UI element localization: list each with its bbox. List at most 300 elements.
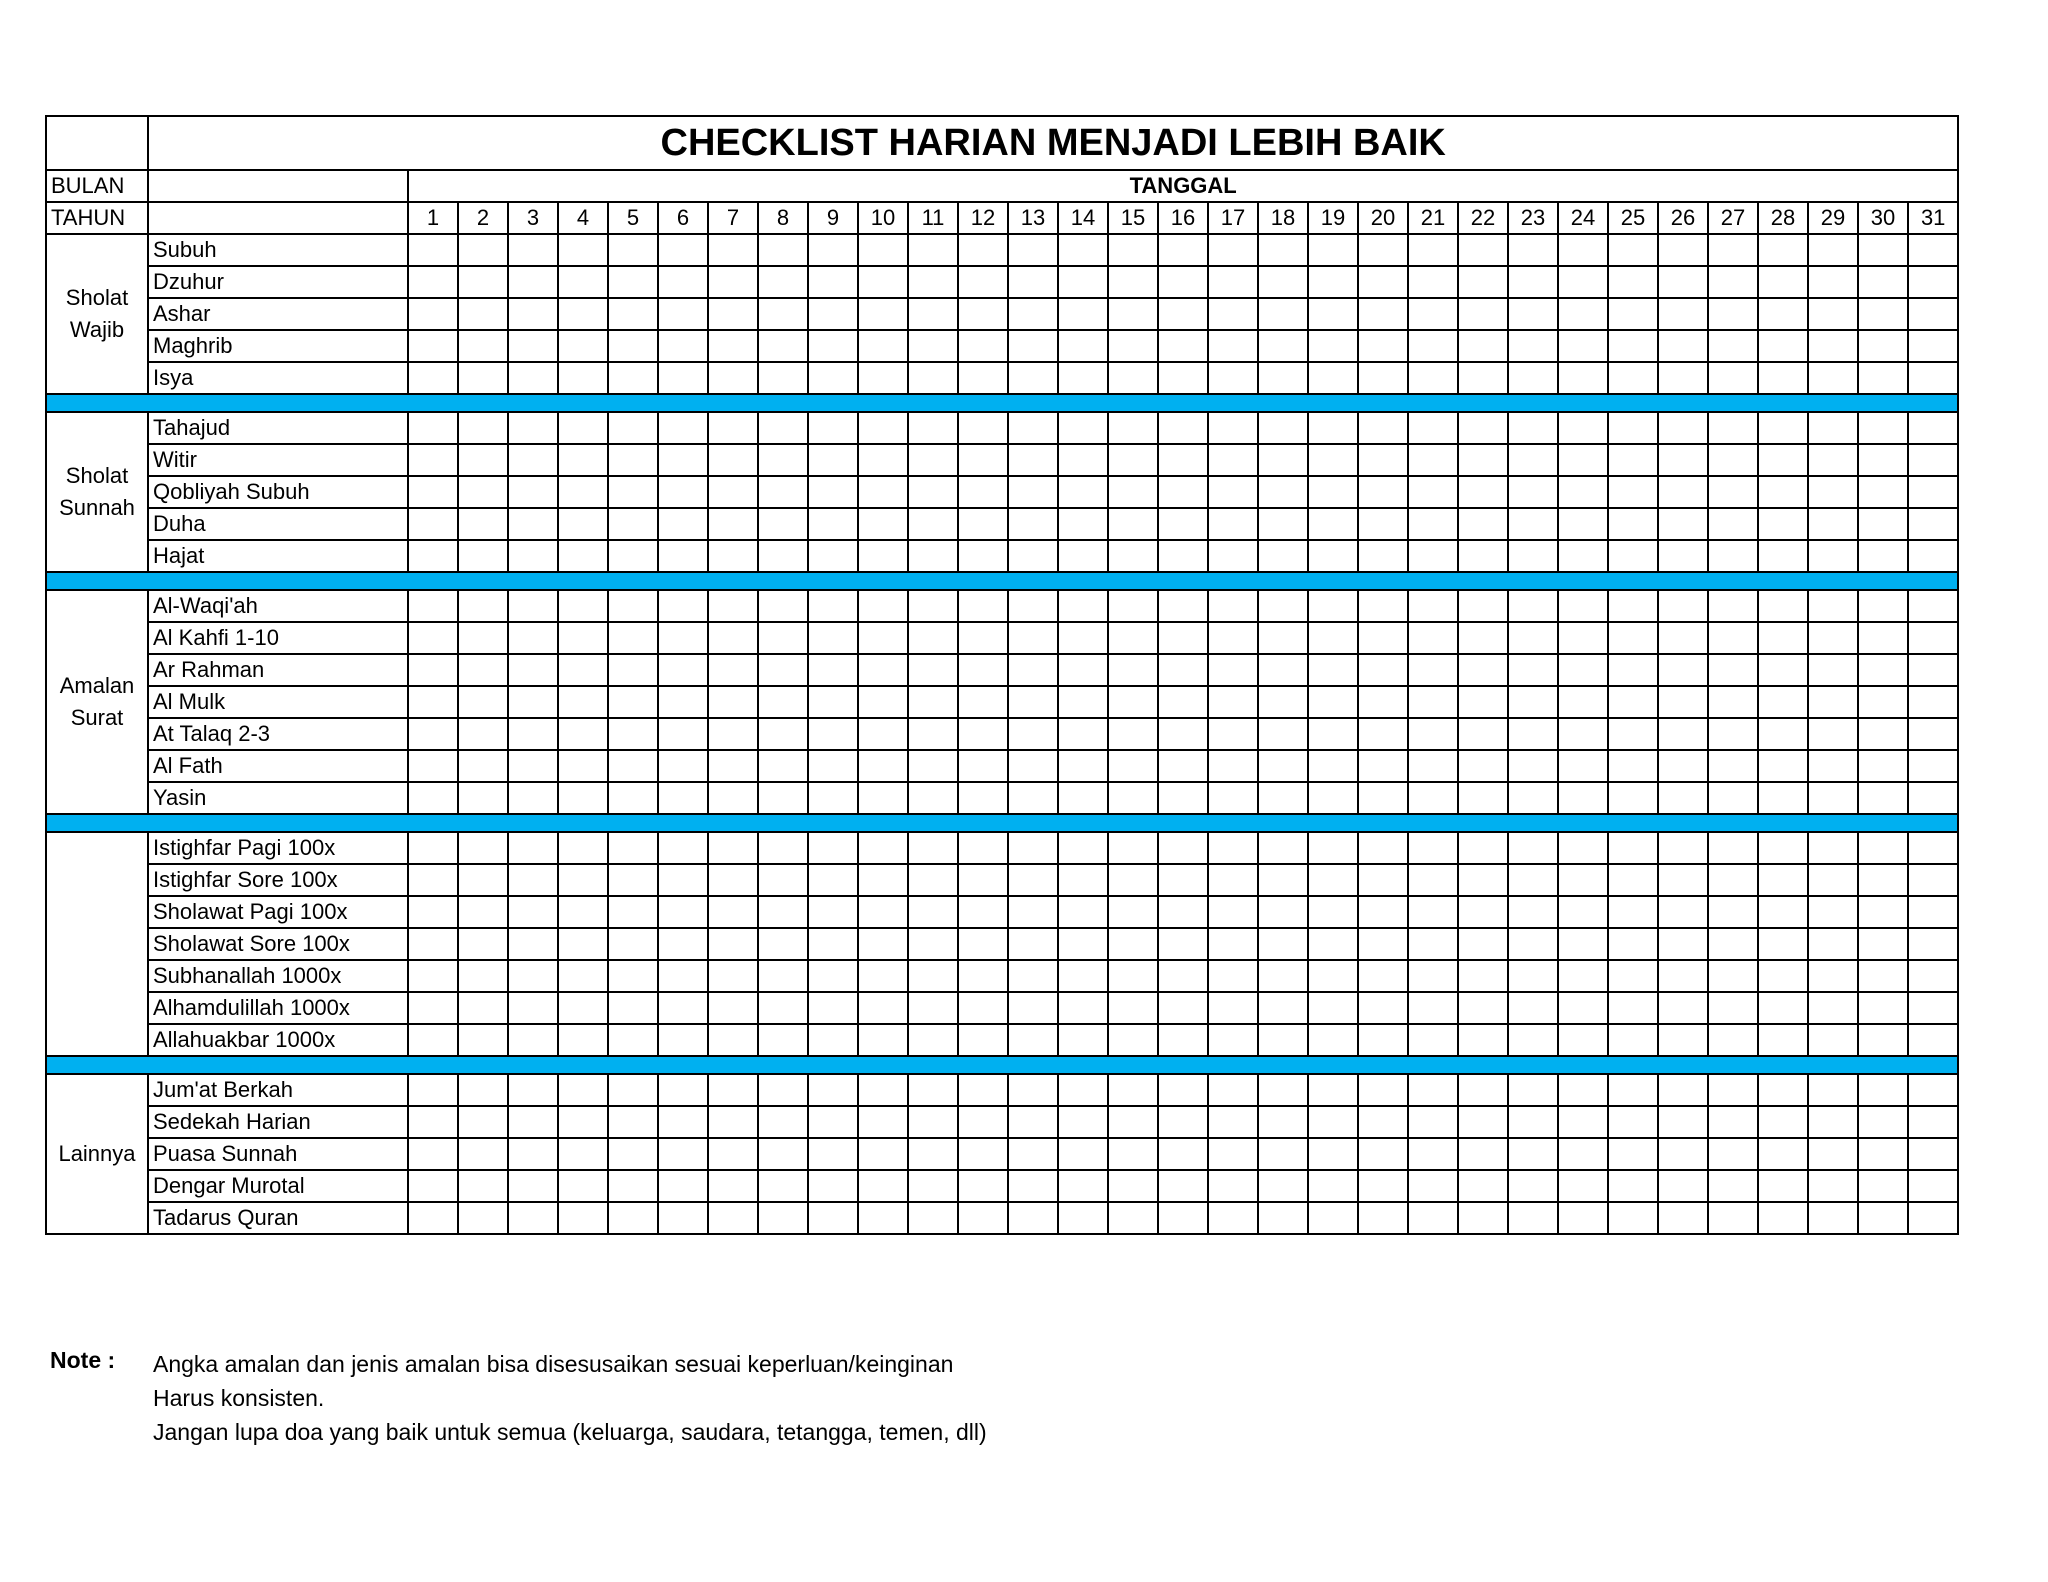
check-cell[interactable] — [958, 654, 1008, 686]
check-cell[interactable] — [958, 782, 1008, 814]
check-cell[interactable] — [1408, 476, 1458, 508]
check-cell[interactable] — [658, 444, 708, 476]
check-cell[interactable] — [1808, 508, 1858, 540]
check-cell[interactable] — [1708, 1202, 1758, 1234]
check-cell[interactable] — [1558, 654, 1608, 686]
check-cell[interactable] — [458, 686, 508, 718]
check-cell[interactable] — [1708, 444, 1758, 476]
check-cell[interactable] — [1108, 654, 1158, 686]
check-cell[interactable] — [1358, 1074, 1408, 1106]
check-cell[interactable] — [1258, 266, 1308, 298]
check-cell[interactable] — [608, 298, 658, 330]
check-cell[interactable] — [708, 960, 758, 992]
check-cell[interactable] — [1108, 622, 1158, 654]
check-cell[interactable] — [1808, 992, 1858, 1024]
check-cell[interactable] — [1908, 654, 1958, 686]
check-cell[interactable] — [408, 928, 458, 960]
check-cell[interactable] — [1008, 960, 1058, 992]
check-cell[interactable] — [1558, 832, 1608, 864]
check-cell[interactable] — [1708, 330, 1758, 362]
check-cell[interactable] — [1108, 1138, 1158, 1170]
check-cell[interactable] — [1208, 234, 1258, 266]
check-cell[interactable] — [1258, 928, 1308, 960]
check-cell[interactable] — [808, 1106, 858, 1138]
check-cell[interactable] — [708, 508, 758, 540]
check-cell[interactable] — [1808, 832, 1858, 864]
check-cell[interactable] — [708, 832, 758, 864]
check-cell[interactable] — [1258, 1024, 1308, 1056]
check-cell[interactable] — [658, 928, 708, 960]
check-cell[interactable] — [1608, 508, 1658, 540]
check-cell[interactable] — [1408, 590, 1458, 622]
check-cell[interactable] — [1408, 1024, 1458, 1056]
check-cell[interactable] — [1358, 1106, 1408, 1138]
check-cell[interactable] — [1508, 896, 1558, 928]
check-cell[interactable] — [1408, 362, 1458, 394]
check-cell[interactable] — [1008, 540, 1058, 572]
check-cell[interactable] — [858, 1202, 908, 1234]
check-cell[interactable] — [1658, 782, 1708, 814]
check-cell[interactable] — [908, 718, 958, 750]
check-cell[interactable] — [1358, 476, 1408, 508]
check-cell[interactable] — [708, 1024, 758, 1056]
check-cell[interactable] — [1358, 622, 1408, 654]
check-cell[interactable] — [1208, 896, 1258, 928]
check-cell[interactable] — [958, 1138, 1008, 1170]
check-cell[interactable] — [1908, 444, 1958, 476]
check-cell[interactable] — [808, 718, 858, 750]
check-cell[interactable] — [1408, 928, 1458, 960]
check-cell[interactable] — [1258, 1138, 1308, 1170]
check-cell[interactable] — [1208, 1024, 1258, 1056]
check-cell[interactable] — [708, 654, 758, 686]
check-cell[interactable] — [1008, 928, 1058, 960]
check-cell[interactable] — [1858, 1170, 1908, 1202]
check-cell[interactable] — [1258, 896, 1308, 928]
check-cell[interactable] — [1858, 896, 1908, 928]
check-cell[interactable] — [658, 298, 708, 330]
check-cell[interactable] — [958, 362, 1008, 394]
check-cell[interactable] — [608, 444, 658, 476]
check-cell[interactable] — [1608, 686, 1658, 718]
check-cell[interactable] — [858, 686, 908, 718]
check-cell[interactable] — [1858, 654, 1908, 686]
check-cell[interactable] — [758, 444, 808, 476]
check-cell[interactable] — [408, 444, 458, 476]
check-cell[interactable] — [708, 1138, 758, 1170]
check-cell[interactable] — [658, 1138, 708, 1170]
check-cell[interactable] — [958, 622, 1008, 654]
check-cell[interactable] — [1708, 1170, 1758, 1202]
check-cell[interactable] — [508, 266, 558, 298]
check-cell[interactable] — [1408, 330, 1458, 362]
check-cell[interactable] — [1158, 234, 1208, 266]
check-cell[interactable] — [458, 718, 508, 750]
check-cell[interactable] — [508, 298, 558, 330]
check-cell[interactable] — [658, 654, 708, 686]
check-cell[interactable] — [1208, 540, 1258, 572]
check-cell[interactable] — [1658, 508, 1708, 540]
check-cell[interactable] — [1508, 476, 1558, 508]
check-cell[interactable] — [1108, 508, 1158, 540]
check-cell[interactable] — [1208, 444, 1258, 476]
check-cell[interactable] — [1058, 622, 1108, 654]
check-cell[interactable] — [508, 654, 558, 686]
check-cell[interactable] — [758, 1202, 808, 1234]
check-cell[interactable] — [1158, 1106, 1208, 1138]
check-cell[interactable] — [808, 960, 858, 992]
check-cell[interactable] — [958, 234, 1008, 266]
check-cell[interactable] — [1908, 330, 1958, 362]
check-cell[interactable] — [1408, 718, 1458, 750]
check-cell[interactable] — [1558, 540, 1608, 572]
check-cell[interactable] — [758, 928, 808, 960]
check-cell[interactable] — [1808, 444, 1858, 476]
check-cell[interactable] — [458, 832, 508, 864]
check-cell[interactable] — [1358, 234, 1408, 266]
check-cell[interactable] — [1158, 1170, 1208, 1202]
check-cell[interactable] — [958, 412, 1008, 444]
check-cell[interactable] — [1158, 864, 1208, 896]
check-cell[interactable] — [808, 1074, 858, 1106]
check-cell[interactable] — [1708, 718, 1758, 750]
check-cell[interactable] — [908, 1024, 958, 1056]
check-cell[interactable] — [608, 266, 658, 298]
check-cell[interactable] — [658, 234, 708, 266]
check-cell[interactable] — [908, 298, 958, 330]
check-cell[interactable] — [1608, 1074, 1658, 1106]
check-cell[interactable] — [1308, 896, 1358, 928]
check-cell[interactable] — [608, 1138, 658, 1170]
check-cell[interactable] — [608, 622, 658, 654]
check-cell[interactable] — [1908, 234, 1958, 266]
check-cell[interactable] — [408, 298, 458, 330]
check-cell[interactable] — [808, 540, 858, 572]
check-cell[interactable] — [1508, 266, 1558, 298]
check-cell[interactable] — [1158, 540, 1208, 572]
check-cell[interactable] — [558, 266, 608, 298]
check-cell[interactable] — [558, 476, 608, 508]
check-cell[interactable] — [1758, 864, 1808, 896]
check-cell[interactable] — [408, 750, 458, 782]
check-cell[interactable] — [1258, 750, 1308, 782]
check-cell[interactable] — [758, 540, 808, 572]
check-cell[interactable] — [458, 330, 508, 362]
check-cell[interactable] — [1358, 686, 1408, 718]
check-cell[interactable] — [958, 266, 1008, 298]
check-cell[interactable] — [1358, 1202, 1408, 1234]
check-cell[interactable] — [658, 750, 708, 782]
check-cell[interactable] — [608, 864, 658, 896]
check-cell[interactable] — [858, 864, 908, 896]
tahun-input[interactable] — [148, 202, 408, 234]
check-cell[interactable] — [1458, 992, 1508, 1024]
check-cell[interactable] — [458, 234, 508, 266]
check-cell[interactable] — [708, 540, 758, 572]
check-cell[interactable] — [1508, 960, 1558, 992]
check-cell[interactable] — [1008, 654, 1058, 686]
check-cell[interactable] — [1758, 654, 1808, 686]
check-cell[interactable] — [1458, 896, 1508, 928]
check-cell[interactable] — [808, 298, 858, 330]
check-cell[interactable] — [908, 896, 958, 928]
check-cell[interactable] — [1458, 412, 1508, 444]
check-cell[interactable] — [1308, 928, 1358, 960]
check-cell[interactable] — [508, 540, 558, 572]
check-cell[interactable] — [1008, 622, 1058, 654]
check-cell[interactable] — [458, 1024, 508, 1056]
check-cell[interactable] — [408, 234, 458, 266]
check-cell[interactable] — [1258, 686, 1308, 718]
check-cell[interactable] — [558, 686, 608, 718]
check-cell[interactable] — [1108, 782, 1158, 814]
check-cell[interactable] — [1858, 1106, 1908, 1138]
check-cell[interactable] — [1058, 412, 1108, 444]
check-cell[interactable] — [558, 1202, 608, 1234]
check-cell[interactable] — [958, 590, 1008, 622]
check-cell[interactable] — [1308, 412, 1358, 444]
check-cell[interactable] — [408, 412, 458, 444]
check-cell[interactable] — [1358, 960, 1408, 992]
check-cell[interactable] — [408, 1024, 458, 1056]
check-cell[interactable] — [1458, 960, 1508, 992]
check-cell[interactable] — [558, 412, 608, 444]
check-cell[interactable] — [1308, 1106, 1358, 1138]
check-cell[interactable] — [1158, 330, 1208, 362]
check-cell[interactable] — [658, 782, 708, 814]
check-cell[interactable] — [758, 590, 808, 622]
check-cell[interactable] — [858, 330, 908, 362]
check-cell[interactable] — [608, 476, 658, 508]
check-cell[interactable] — [858, 266, 908, 298]
check-cell[interactable] — [1258, 508, 1308, 540]
check-cell[interactable] — [758, 330, 808, 362]
check-cell[interactable] — [1658, 928, 1708, 960]
check-cell[interactable] — [1108, 896, 1158, 928]
check-cell[interactable] — [1658, 992, 1708, 1024]
check-cell[interactable] — [1058, 330, 1108, 362]
check-cell[interactable] — [1908, 928, 1958, 960]
check-cell[interactable] — [1358, 508, 1408, 540]
check-cell[interactable] — [1758, 782, 1808, 814]
check-cell[interactable] — [1608, 654, 1658, 686]
check-cell[interactable] — [1808, 750, 1858, 782]
check-cell[interactable] — [1708, 540, 1758, 572]
check-cell[interactable] — [1258, 590, 1308, 622]
check-cell[interactable] — [958, 896, 1008, 928]
check-cell[interactable] — [1208, 476, 1258, 508]
check-cell[interactable] — [1808, 782, 1858, 814]
check-cell[interactable] — [1758, 1138, 1808, 1170]
check-cell[interactable] — [1408, 960, 1458, 992]
check-cell[interactable] — [1608, 444, 1658, 476]
check-cell[interactable] — [1208, 1170, 1258, 1202]
check-cell[interactable] — [1208, 590, 1258, 622]
check-cell[interactable] — [1408, 298, 1458, 330]
check-cell[interactable] — [1408, 654, 1458, 686]
check-cell[interactable] — [1558, 234, 1608, 266]
check-cell[interactable] — [908, 234, 958, 266]
check-cell[interactable] — [1758, 234, 1808, 266]
check-cell[interactable] — [858, 928, 908, 960]
check-cell[interactable] — [1908, 1024, 1958, 1056]
check-cell[interactable] — [1708, 960, 1758, 992]
check-cell[interactable] — [1308, 864, 1358, 896]
check-cell[interactable] — [1308, 444, 1358, 476]
check-cell[interactable] — [1508, 1202, 1558, 1234]
check-cell[interactable] — [1058, 960, 1108, 992]
check-cell[interactable] — [608, 896, 658, 928]
check-cell[interactable] — [408, 1202, 458, 1234]
check-cell[interactable] — [1658, 412, 1708, 444]
check-cell[interactable] — [1208, 412, 1258, 444]
check-cell[interactable] — [658, 1024, 708, 1056]
check-cell[interactable] — [1658, 362, 1708, 394]
check-cell[interactable] — [758, 1170, 808, 1202]
check-cell[interactable] — [1458, 864, 1508, 896]
check-cell[interactable] — [758, 508, 808, 540]
check-cell[interactable] — [758, 686, 808, 718]
check-cell[interactable] — [1558, 266, 1608, 298]
check-cell[interactable] — [908, 330, 958, 362]
check-cell[interactable] — [1808, 896, 1858, 928]
check-cell[interactable] — [1408, 1138, 1458, 1170]
check-cell[interactable] — [1308, 298, 1358, 330]
check-cell[interactable] — [1508, 864, 1558, 896]
check-cell[interactable] — [1658, 1202, 1708, 1234]
check-cell[interactable] — [1808, 1202, 1858, 1234]
check-cell[interactable] — [608, 508, 658, 540]
check-cell[interactable] — [458, 864, 508, 896]
check-cell[interactable] — [708, 412, 758, 444]
check-cell[interactable] — [1558, 1106, 1608, 1138]
check-cell[interactable] — [708, 992, 758, 1024]
check-cell[interactable] — [1008, 298, 1058, 330]
check-cell[interactable] — [858, 234, 908, 266]
check-cell[interactable] — [1908, 508, 1958, 540]
check-cell[interactable] — [1808, 1170, 1858, 1202]
check-cell[interactable] — [1708, 896, 1758, 928]
check-cell[interactable] — [1858, 234, 1908, 266]
check-cell[interactable] — [1608, 622, 1658, 654]
check-cell[interactable] — [808, 654, 858, 686]
check-cell[interactable] — [1058, 864, 1108, 896]
check-cell[interactable] — [1608, 960, 1658, 992]
check-cell[interactable] — [758, 298, 808, 330]
check-cell[interactable] — [1358, 412, 1408, 444]
check-cell[interactable] — [508, 330, 558, 362]
check-cell[interactable] — [1058, 266, 1108, 298]
check-cell[interactable] — [1708, 832, 1758, 864]
check-cell[interactable] — [458, 992, 508, 1024]
check-cell[interactable] — [1758, 992, 1808, 1024]
check-cell[interactable] — [508, 234, 558, 266]
check-cell[interactable] — [1458, 362, 1508, 394]
check-cell[interactable] — [1758, 540, 1808, 572]
check-cell[interactable] — [1608, 782, 1658, 814]
check-cell[interactable] — [1608, 1202, 1658, 1234]
check-cell[interactable] — [1158, 960, 1208, 992]
check-cell[interactable] — [658, 686, 708, 718]
check-cell[interactable] — [1558, 750, 1608, 782]
check-cell[interactable] — [1608, 864, 1658, 896]
check-cell[interactable] — [608, 1170, 658, 1202]
check-cell[interactable] — [858, 718, 908, 750]
check-cell[interactable] — [1458, 298, 1508, 330]
check-cell[interactable] — [1508, 718, 1558, 750]
check-cell[interactable] — [1758, 508, 1808, 540]
check-cell[interactable] — [1208, 960, 1258, 992]
check-cell[interactable] — [1858, 832, 1908, 864]
check-cell[interactable] — [1808, 540, 1858, 572]
check-cell[interactable] — [458, 508, 508, 540]
check-cell[interactable] — [1158, 1074, 1208, 1106]
check-cell[interactable] — [1808, 1074, 1858, 1106]
check-cell[interactable] — [1058, 992, 1108, 1024]
check-cell[interactable] — [1458, 832, 1508, 864]
check-cell[interactable] — [1158, 718, 1208, 750]
check-cell[interactable] — [1158, 590, 1208, 622]
check-cell[interactable] — [1658, 234, 1708, 266]
check-cell[interactable] — [858, 960, 908, 992]
check-cell[interactable] — [1358, 590, 1408, 622]
check-cell[interactable] — [1158, 750, 1208, 782]
check-cell[interactable] — [458, 266, 508, 298]
check-cell[interactable] — [1308, 654, 1358, 686]
check-cell[interactable] — [558, 622, 608, 654]
check-cell[interactable] — [1608, 1170, 1658, 1202]
check-cell[interactable] — [1858, 782, 1908, 814]
check-cell[interactable] — [1158, 832, 1208, 864]
check-cell[interactable] — [1458, 444, 1508, 476]
check-cell[interactable] — [1158, 266, 1208, 298]
check-cell[interactable] — [1208, 1106, 1258, 1138]
check-cell[interactable] — [1458, 1074, 1508, 1106]
check-cell[interactable] — [1858, 1138, 1908, 1170]
check-cell[interactable] — [1058, 718, 1108, 750]
check-cell[interactable] — [1258, 864, 1308, 896]
check-cell[interactable] — [1558, 960, 1608, 992]
check-cell[interactable] — [1008, 234, 1058, 266]
check-cell[interactable] — [1908, 1202, 1958, 1234]
check-cell[interactable] — [1708, 508, 1758, 540]
check-cell[interactable] — [558, 362, 608, 394]
check-cell[interactable] — [408, 718, 458, 750]
check-cell[interactable] — [558, 540, 608, 572]
check-cell[interactable] — [608, 1074, 658, 1106]
check-cell[interactable] — [608, 750, 658, 782]
check-cell[interactable] — [658, 832, 708, 864]
check-cell[interactable] — [1008, 832, 1058, 864]
check-cell[interactable] — [508, 992, 558, 1024]
check-cell[interactable] — [1508, 1024, 1558, 1056]
check-cell[interactable] — [1758, 896, 1808, 928]
check-cell[interactable] — [1208, 782, 1258, 814]
check-cell[interactable] — [1008, 266, 1058, 298]
check-cell[interactable] — [858, 590, 908, 622]
check-cell[interactable] — [508, 1202, 558, 1234]
check-cell[interactable] — [1858, 476, 1908, 508]
check-cell[interactable] — [1058, 590, 1108, 622]
check-cell[interactable] — [758, 362, 808, 394]
check-cell[interactable] — [1758, 960, 1808, 992]
check-cell[interactable] — [1158, 298, 1208, 330]
check-cell[interactable] — [1908, 896, 1958, 928]
check-cell[interactable] — [1658, 476, 1708, 508]
check-cell[interactable] — [1008, 1170, 1058, 1202]
check-cell[interactable] — [1408, 234, 1458, 266]
check-cell[interactable] — [1908, 476, 1958, 508]
